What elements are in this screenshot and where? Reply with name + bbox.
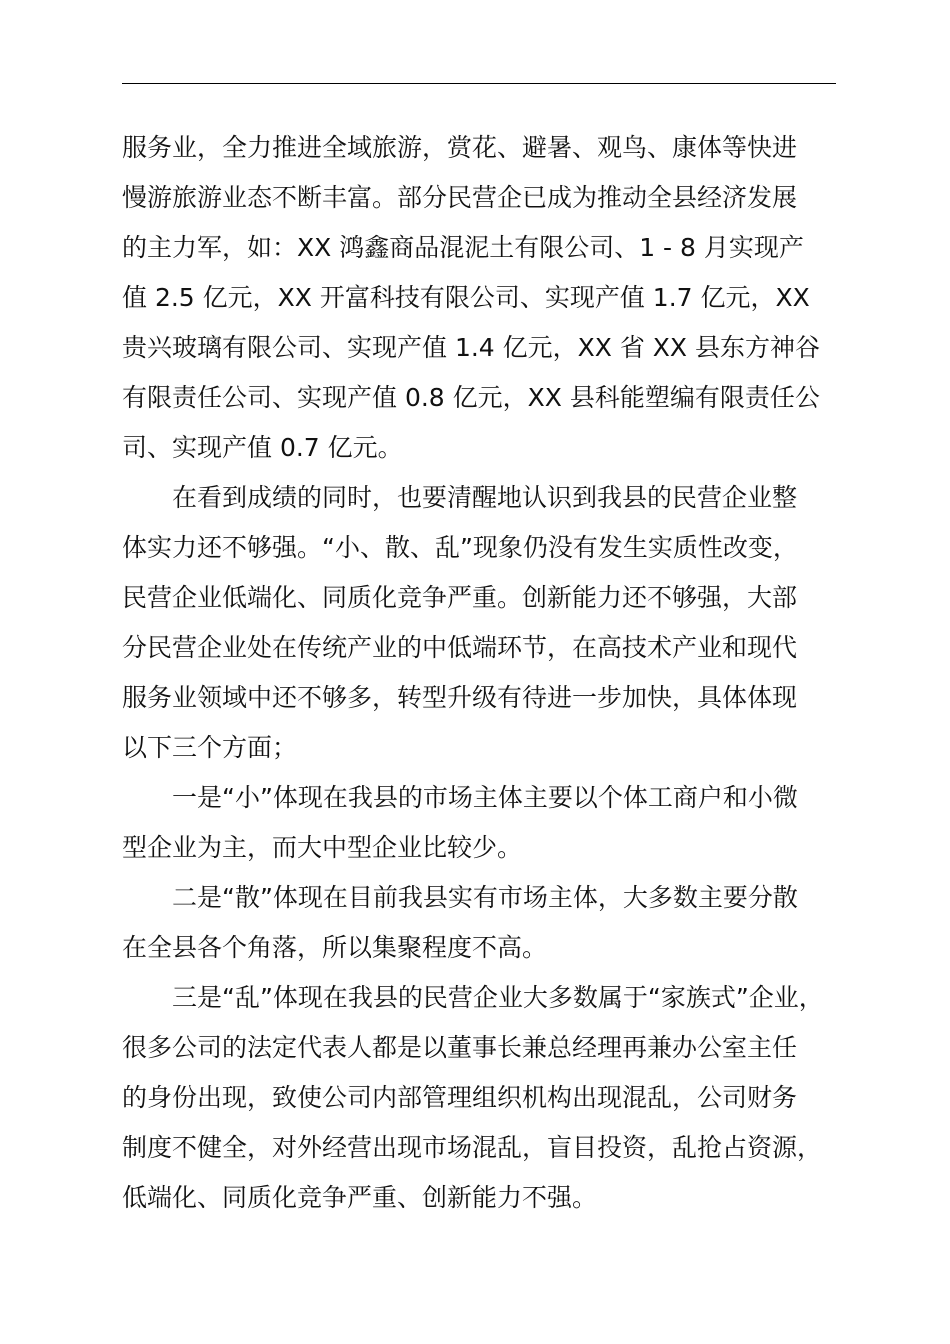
text-line: 很多公司的法定代表人都是以董事长兼总经理再兼办公室主任 bbox=[122, 1033, 798, 1062]
text-line: 民营企业低端化、同质化竞争严重。创新能力还不够强，大部 bbox=[122, 583, 798, 612]
header-rule bbox=[122, 83, 836, 84]
paragraph-1 bbox=[122, 123, 862, 473]
text-line: 的主力军，如：XX 鸿鑫商品混泥土有限公司、1 - 8 月实现产 bbox=[122, 233, 804, 262]
text-line: 有限责任公司、实现产值 0.8 亿元，XX 县科能塑编有限责任公 bbox=[122, 383, 820, 412]
text-line-first: 在看到成绩的同时，也要清醒地认识到我县的民营企业整 bbox=[172, 483, 798, 512]
text-line: 慢游旅游业态不断丰富。部分民营企已成为推动全县经济发展 bbox=[122, 183, 798, 212]
paragraph-2 bbox=[122, 473, 862, 773]
text-line: 以下三个方面； bbox=[122, 733, 298, 762]
text-line: 服务业，全力推进全域旅游，赏花、避暑、观鸟、康体等快进 bbox=[122, 133, 798, 162]
text-line: 值 2.5 亿元，XX 开富科技有限公司、实现产值 1.7 亿元，XX bbox=[122, 283, 810, 312]
paragraph-4 bbox=[122, 873, 862, 973]
text-line-first: 三是“乱”体现在我县的民营企业大多数属于“家族式”企业， bbox=[172, 983, 824, 1012]
text-line: 分民营企业处在传统产业的中低端环节，在高技术产业和现代 bbox=[122, 633, 798, 662]
text-line: 型企业为主，而大中型企业比较少。 bbox=[122, 833, 523, 862]
text-line: 低端化、同质化竞争严重、创新能力不强。 bbox=[122, 1183, 598, 1212]
text-line: 贵兴玻璃有限公司、实现产值 1.4 亿元，XX 省 XX 县东方神谷 bbox=[122, 333, 821, 362]
paragraph-3 bbox=[122, 773, 862, 873]
text-line: 在全县各个角落，所以集聚程度不高。 bbox=[122, 933, 548, 962]
body-text bbox=[122, 123, 862, 1223]
text-line: 服务业领域中还不够多，转型升级有待进一步加快，具体体现 bbox=[122, 683, 798, 712]
text-line-first: 一是“小”体现在我县的市场主体主要以个体工商户和小微 bbox=[172, 783, 798, 812]
text-line: 体实力还不够强。“小、散、乱”现象仍没有发生实质性改变， bbox=[122, 533, 798, 562]
text-line: 的身份出现，致使公司内部管理组织机构出现混乱，公司财务 bbox=[122, 1083, 798, 1112]
text-line-first: 二是“散”体现在目前我县实有市场主体，大多数主要分散 bbox=[172, 883, 798, 912]
text-line: 司、实现产值 0.7 亿元。 bbox=[122, 433, 403, 462]
text-line: 制度不健全，对外经营出现市场混乱，盲目投资，乱抢占资源， bbox=[122, 1133, 823, 1162]
paragraph-5 bbox=[122, 973, 862, 1223]
